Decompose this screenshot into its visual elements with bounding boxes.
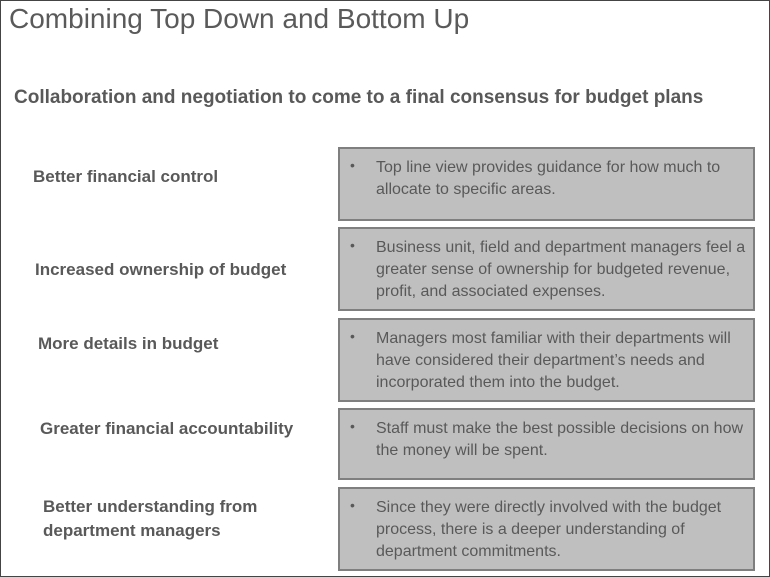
bullet-icon: • — [350, 328, 355, 344]
row-label-understanding: Better understanding from department managers — [43, 497, 258, 540]
row-box-financial-control — [338, 147, 755, 221]
row-box-understanding — [338, 487, 755, 571]
row-label-accountability: Greater financial accountability — [40, 419, 294, 438]
row-text-accountability: Staff must make the best possible decisions on how the money will be spent. — [376, 420, 744, 459]
row-text-understanding: Since they were directly involved with the budget process, there is a deeper understanding of department commitments. — [376, 499, 722, 560]
bullet-icon: • — [350, 157, 355, 173]
row-box-details — [338, 318, 755, 402]
slide-subtitle: Collaboration and negotiation to come to a final consensus for budget plans — [14, 87, 704, 108]
row-label-ownership: Increased ownership of budget — [35, 260, 287, 279]
bullet-icon: • — [350, 497, 355, 513]
row-box-accountability — [338, 408, 755, 480]
bullet-icon: • — [350, 237, 355, 253]
row-text-financial-control: Top line view provides guidance for how much to allocate to specific areas. — [376, 159, 721, 198]
row-label-financial-control: Better financial control — [33, 167, 219, 186]
row-label-details: More details in budget — [38, 334, 219, 353]
slide-title: Combining Top Down and Bottom Up — [9, 3, 470, 34]
row-text-details: Managers most familiar with their departments will have considered their department’s needs and incorporated them into the budget. — [376, 330, 731, 391]
row-text-ownership: Business unit, field and department managers feel a greater sense of ownership for budgeted revenue, profit, and associated expenses. — [376, 239, 746, 300]
bullet-icon: • — [350, 418, 355, 434]
row-box-ownership — [338, 227, 755, 311]
